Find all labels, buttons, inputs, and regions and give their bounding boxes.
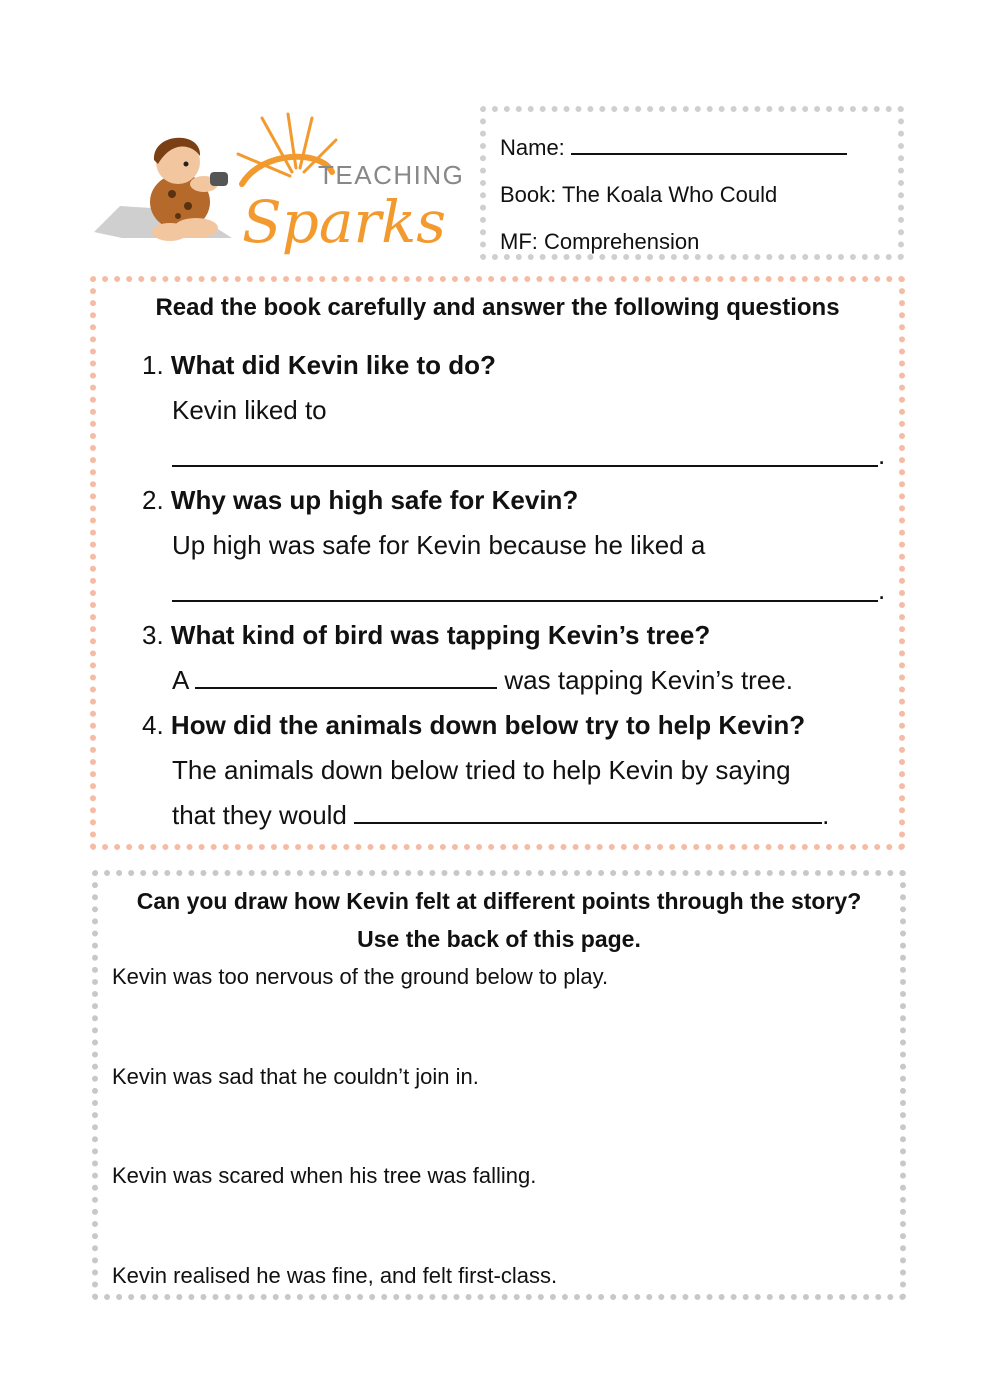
- answer-row-3: [172, 665, 793, 696]
- name-blank[interactable]: [571, 131, 847, 155]
- name-label: Name:: [500, 135, 565, 160]
- drawing-subheading: Use the back of this page.: [357, 926, 641, 952]
- question-text: Why was up high safe for Kevin?: [170, 485, 579, 515]
- question-number: 1.: [142, 350, 164, 380]
- question-3: [142, 620, 710, 651]
- emotion-prompt-2: Kevin was sad that he couldn’t join in.: [112, 1064, 479, 1089]
- answer-end-3: was tapping Kevin’s tree.: [504, 665, 793, 695]
- answer-period: .: [822, 800, 830, 830]
- answer-prompt-1: Kevin liked to: [172, 395, 327, 425]
- drawing-section: [92, 870, 906, 1300]
- question-text: What kind of bird was tapping Kevin’s tree?: [170, 620, 711, 650]
- caveboy-mascot-icon: [92, 110, 464, 255]
- emotion-prompt-3: Kevin was scared when his tree was falling.: [112, 1163, 537, 1188]
- answer-prompt-3: A: [172, 665, 188, 695]
- question-1: [142, 350, 496, 381]
- questions-heading: Read the book carefully and answer the following questions: [155, 294, 840, 321]
- emotion-prompt-4: Kevin realised he was fine, and felt first-class.: [112, 1263, 558, 1288]
- question-number: 2.: [142, 485, 164, 515]
- answer-period: .: [878, 575, 886, 605]
- question-number: 4.: [142, 710, 164, 740]
- logo-line1: TEACHING: [318, 160, 464, 190]
- student-info-box: [480, 106, 904, 260]
- question-number: 3.: [142, 620, 164, 650]
- answer-prompt-2: Up high was safe for Kevin because he liked a: [172, 530, 706, 560]
- book-title: Book: The Koala Who Could: [500, 182, 778, 207]
- question-text: What did Kevin like to do?: [170, 350, 496, 380]
- answer-line-1[interactable]: [172, 465, 878, 467]
- answer-blank-3[interactable]: [195, 665, 497, 689]
- teaching-sparks-logo: [92, 110, 464, 255]
- logo-line2: Sparks: [242, 188, 447, 255]
- question-text: How did the animals down below try to help Kevin?: [170, 710, 806, 740]
- drawing-heading: Can you draw how Kevin felt at different points through the story?: [136, 888, 862, 914]
- question-4: [142, 710, 805, 741]
- name-row: [500, 124, 898, 171]
- questions-section: [90, 276, 905, 850]
- question-2: [142, 485, 578, 516]
- answer-line-2[interactable]: [172, 600, 878, 602]
- answer-row-4: [172, 800, 829, 831]
- answer-line2-4: that they would: [172, 800, 347, 830]
- mf-label: MF: Comprehension: [500, 229, 700, 254]
- answer-blank-4[interactable]: [354, 800, 822, 824]
- answer-prompt-4: The animals down below tried to help Kevin by saying: [172, 755, 791, 785]
- answer-period: .: [878, 440, 886, 470]
- emotion-prompt-1: Kevin was too nervous of the ground below to play.: [112, 964, 609, 989]
